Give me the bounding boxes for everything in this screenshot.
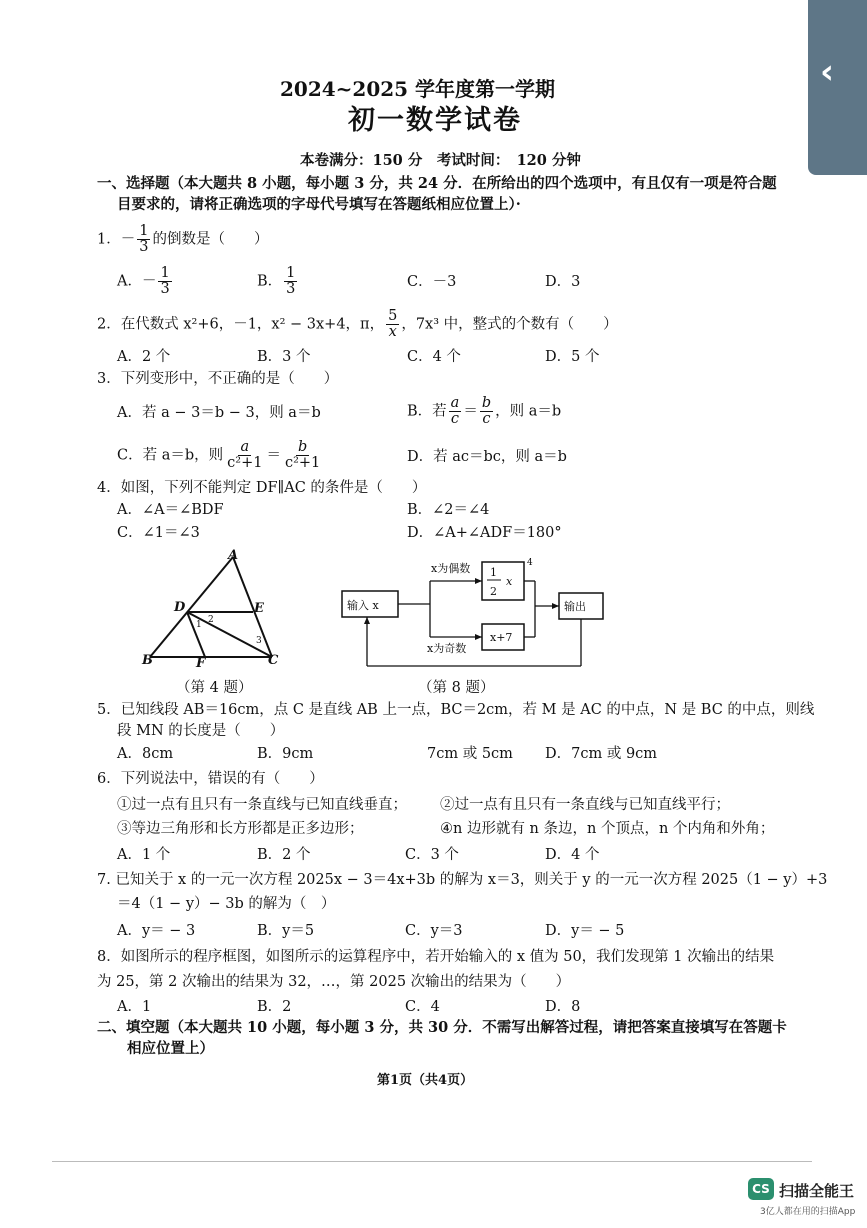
q3-c-d1: c²+1 (227, 455, 263, 471)
q5-option-c: 7cm 或 5cm (427, 746, 513, 762)
q1-b-fraction (284, 266, 297, 297)
q2-stem-b: ，7x³ 中，整式的个数有（ ） (401, 316, 618, 333)
figure-4-caption: （第 4 题） (176, 680, 253, 696)
q1-fraction (137, 224, 150, 255)
q4-option-b: B．∠2＝∠4 (407, 502, 490, 518)
q3-option-a: A．若 a − 3＝b − 3，则 a＝b (117, 405, 321, 421)
q3-option-b (407, 396, 561, 427)
q7-line2: ＝4（1 − y）− 3b 的解为（ ） (117, 896, 336, 912)
q6-statement-4: ④n 边形就有 n 条边，n 个顶点，n 个内角和外角； (440, 821, 775, 837)
section2-heading-line1: 二、填空题（本大题共 10 小题，每小题 3 分，共 30 分．不需写出解答过程，请把答案直接填写在答题卡 (97, 1019, 787, 1036)
q5-line2: 段 MN 的长度是（ ） (117, 723, 285, 739)
q1-option-c: C．－3 (407, 274, 457, 290)
label-a: A (228, 548, 239, 563)
input-label: 输入 x (347, 599, 379, 612)
exam-title: 初一数学试卷 (348, 105, 522, 136)
label-f: F (196, 656, 206, 671)
label-b: B (142, 653, 153, 668)
camscanner-name: 扫描全能王 (779, 1182, 855, 1200)
q2-stem-a: 2．在代数式 x²+6，－1，x² − 3x+4，π， (97, 316, 385, 333)
q1-a-fraction (158, 266, 171, 297)
q8-option-b: B．2 (257, 999, 292, 1015)
page-number: 第1页（共4页） (377, 1073, 474, 1088)
figure-8-caption: （第 8 题） (418, 680, 495, 696)
q1-frac-denominator: 3 (139, 239, 149, 255)
q3-b-frac2 (480, 396, 493, 427)
angle-2-label: 2 (208, 615, 214, 625)
figure-4-triangle (130, 545, 300, 675)
camscanner-logo: CS (748, 1178, 774, 1200)
q3-b-n1: a (450, 395, 460, 411)
segment-df (187, 612, 205, 657)
segment-ab (150, 557, 233, 657)
q4-option-d: D．∠A+∠ADF＝180° (407, 525, 562, 541)
angle-1-label: 1 (196, 620, 202, 630)
q8-line2: 为 25，第 2 次输出的结果为 32，…，第 2025 次输出的结果为（ ） (97, 974, 571, 990)
label-d: D (174, 600, 186, 615)
label-e: E (254, 601, 264, 616)
segment-ac (233, 557, 272, 657)
q7-option-c: C．y＝3 (405, 923, 463, 939)
chevron-left-icon: ‹ (820, 52, 835, 92)
q2-fraction (386, 309, 399, 340)
q3-c-pre: C．若 a＝b，则 (117, 447, 224, 464)
q6-option-b: B．2 个 (257, 847, 311, 863)
q6-option-d: D．4 个 (545, 847, 600, 863)
half-numerator: 1 (490, 566, 497, 579)
q2-option-d: D．5 个 (545, 349, 600, 365)
q1-option-a (117, 266, 174, 297)
q8-line1: 8．如图所示的程序框图，如图所示的运算程序中，若开始输入的 x 值为 50，我们发现第 1 次输出的结果 (97, 949, 775, 965)
q1-stem-text: 的倒数是（ ） (152, 231, 269, 248)
q3-c-eq: ＝ (266, 447, 281, 464)
q6-option-a: A．1 个 (117, 847, 171, 863)
q8-option-a: A．1 (117, 999, 152, 1015)
even-condition: x为偶数 (431, 562, 471, 575)
q3-b-frac1 (449, 396, 462, 427)
q2-frac-den: x (388, 324, 397, 340)
segment-dc (187, 612, 272, 657)
half-denominator: 2 (490, 585, 497, 598)
q5-option-a: A．8cm (117, 746, 174, 762)
q7-option-b: B．y＝5 (257, 923, 315, 939)
q3-b-n2: b (481, 395, 492, 411)
section1-heading-line1: 一、选择题（本大题共 8 小题，每小题 3 分，共 24 分．在所给出的四个选项中，有且仅有一项是符合题 (97, 175, 777, 192)
half-box (482, 562, 524, 600)
q2-stem (97, 309, 618, 340)
q3-c-d2: c²+1 (284, 455, 321, 471)
q3-b-pre: B．若 (407, 403, 447, 420)
q6-option-c: C．3 个 (405, 847, 459, 863)
odd-condition: x为奇数 (427, 642, 467, 655)
exam-info: 本卷满分：150 分 考试时间： 120 分钟 (300, 152, 581, 169)
q3-c-n2: b (297, 439, 308, 455)
angle-3-label: 3 (256, 636, 262, 646)
q2-option-b: B．3 个 (257, 349, 311, 365)
q3-stem: 3．下列变形中，不正确的是（ ） (97, 371, 339, 387)
q1-b-label: B． (257, 273, 283, 290)
q1-a-label: A．－ (117, 273, 157, 290)
q5-line1: 5．已知线段 AB＝16cm，点 C 是直线 AB 上一点，BC＝2cm，若 M 是 AC 的中点，N 是 BC 的中点，则线 (97, 702, 815, 718)
q1-a-den: 3 (160, 281, 170, 297)
q8-option-c: C．4 (405, 999, 440, 1015)
q3-c-frac1 (225, 440, 264, 471)
q4-stem: 4．如图，下列不能判定 DF∥AC 的条件是（ ） (97, 480, 427, 496)
q6-statement-2: ②过一点有且只有一条直线与已知直线平行； (440, 797, 730, 813)
q4-option-c: C．∠1＝∠3 (117, 525, 200, 541)
q6-statement-1: ①过一点有且只有一条直线与已知直线垂直； (117, 797, 407, 813)
q8-option-d: D．8 (545, 999, 581, 1015)
q3-b-d2: c (482, 411, 491, 427)
q3-b-d1: c (450, 411, 460, 427)
q7-option-d: D．y＝ − 5 (545, 923, 625, 939)
half-variable: x (506, 575, 513, 588)
q3-c-n1: a (240, 439, 250, 455)
mark-4: 4 (527, 558, 533, 568)
footer-divider (52, 1161, 812, 1162)
q3-option-c (117, 440, 324, 471)
q4-option-a: A．∠A＝∠BDF (117, 502, 224, 518)
q3-b-eq: ＝ (463, 403, 478, 420)
q1-b-den: 3 (286, 281, 296, 297)
q5-option-d: D．7cm 或 9cm (545, 746, 658, 762)
plus7-label: x+7 (490, 631, 513, 644)
q2-frac-num: 5 (388, 308, 398, 324)
q1-option-b (257, 266, 299, 297)
section1-heading-line2: 目要求的，请将正确选项的字母代号填写在答题纸相应位置上）· (117, 196, 521, 213)
section2-heading-line2: 相应位置上） (127, 1040, 214, 1057)
q6-stem: 6．下列说法中，错误的有（ ） (97, 771, 324, 787)
q1-b-num: 1 (286, 265, 296, 281)
q1-number: 1． (97, 231, 121, 248)
q2-option-c: C．4 个 (407, 349, 461, 365)
figure-8-flowchart (335, 548, 615, 673)
q7-option-a: A．y＝ − 3 (117, 923, 196, 939)
q1-frac-numerator: 1 (139, 223, 149, 239)
camscanner-tagline: 3亿人都在用的扫描App (760, 1207, 856, 1217)
q1-minus: － (120, 231, 136, 248)
q1-a-num: 1 (160, 265, 170, 281)
q6-statement-3: ③等边三角形和长方形都是正多边形； (117, 821, 364, 837)
q1-stem (97, 224, 268, 255)
school-year-heading: 2024~2025 学年度第一学期 (280, 77, 556, 101)
label-c: C (268, 653, 279, 668)
q1-option-d: D．3 (545, 274, 581, 290)
q2-option-a: A．2 个 (117, 349, 171, 365)
output-label: 输出 (564, 600, 586, 613)
q5-option-b: B．9cm (257, 746, 314, 762)
q3-option-d: D．若 ac＝bc，则 a＝b (407, 449, 567, 465)
q3-c-frac2 (283, 440, 322, 471)
side-panel-toggle[interactable] (808, 0, 867, 175)
q3-b-post: ，则 a＝b (495, 403, 562, 420)
q7-line1: 7. 已知关于 x 的一元一次方程 2025x − 3＝4x+3b 的解为 x＝3，则关于 y 的一元一次方程 2025（1 − y）+3 (97, 872, 828, 888)
